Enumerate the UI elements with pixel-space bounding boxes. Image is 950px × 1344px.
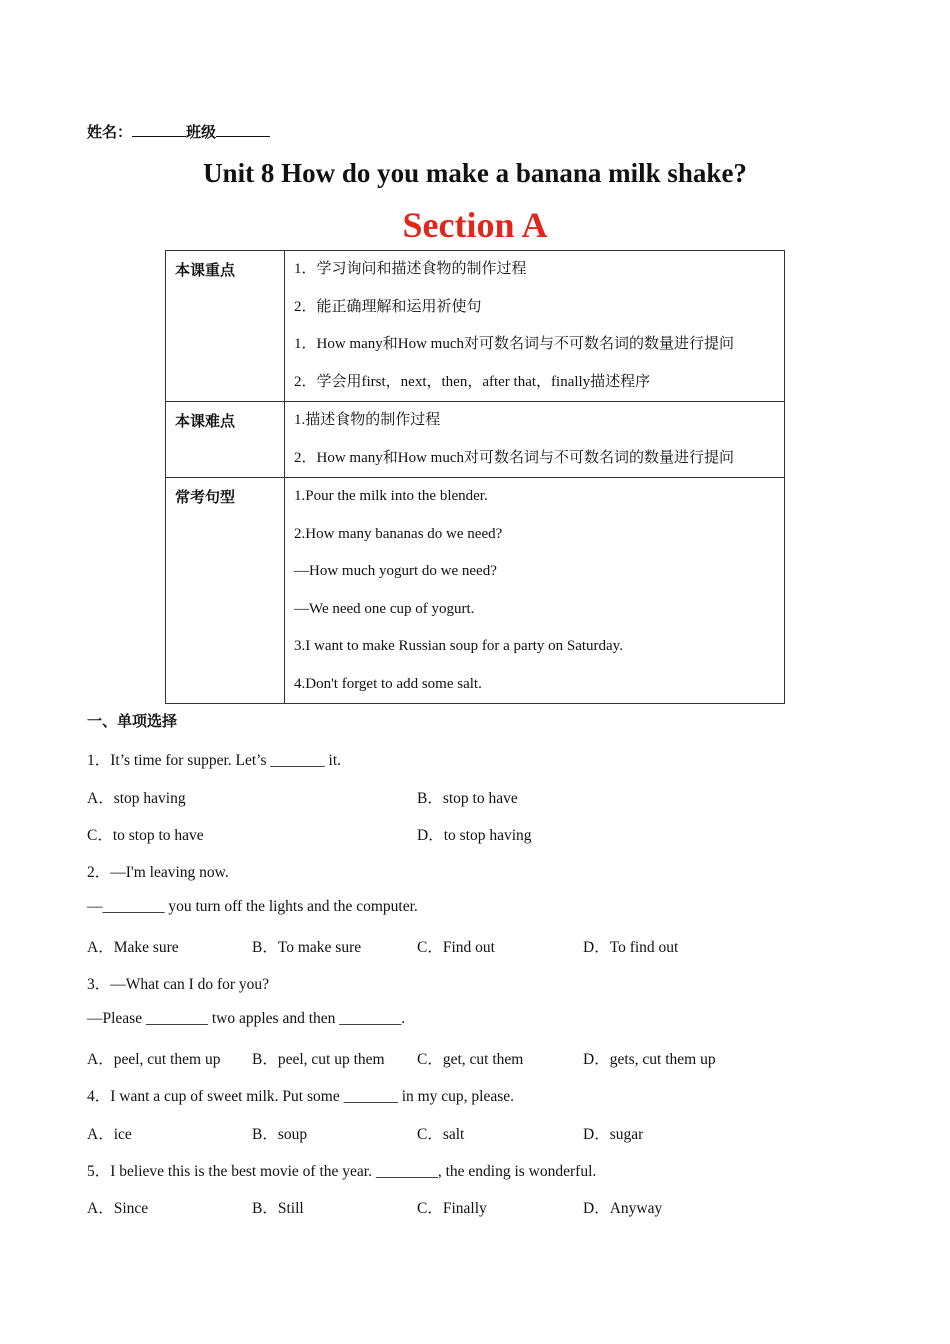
option-a[interactable]: A．peel, cut them up: [87, 1051, 221, 1068]
class-label: 班级: [186, 123, 217, 141]
table-row: [166, 402, 785, 478]
content-line: 2．How many和How much对可数名词与不可数名词的数量进行提问: [294, 449, 734, 466]
question-stem-line: —________ you turn off the lights and the computer.: [87, 898, 418, 915]
content-line: 3.I want to make Russian soup for a party on Saturday.: [294, 638, 623, 654]
student-info-line: [87, 121, 270, 142]
option-a[interactable]: A．Since: [87, 1200, 149, 1217]
option-b[interactable]: B．To make sure: [252, 939, 362, 956]
content-line: 4.Don't forget to add some salt.: [294, 675, 482, 692]
class-blank[interactable]: [216, 122, 270, 137]
option-d[interactable]: D．to stop having: [417, 827, 532, 844]
option-d[interactable]: D．Anyway: [583, 1200, 663, 1217]
content-line: 2.How many bananas do we need?: [294, 525, 503, 542]
option-c[interactable]: C．Find out: [417, 939, 495, 956]
row-label-sentence-patterns: 常考句型: [166, 478, 285, 704]
content-line: 1．学习询问和描述食物的制作过程: [294, 261, 527, 277]
content-line: —We need one cup of yogurt.: [294, 600, 475, 617]
question-stem: 5．I believe this is the best movie of the year. ________, the ending is wonderful.: [87, 1163, 597, 1180]
option-d[interactable]: D．sugar: [583, 1126, 644, 1143]
overview-table: [165, 250, 785, 704]
option-a[interactable]: A．ice: [87, 1126, 132, 1143]
question-stem: 4．I want a cup of sweet milk. Put some _______ in my cup, please.: [87, 1088, 515, 1105]
option-b[interactable]: B．Still: [252, 1200, 304, 1217]
content-line: 1.Pour the milk into the blender.: [294, 488, 488, 504]
option-c[interactable]: C．get, cut them: [417, 1051, 524, 1068]
option-b[interactable]: B．stop to have: [417, 790, 518, 807]
option-c[interactable]: C．salt: [417, 1126, 465, 1143]
option-d[interactable]: D．gets, cut them up: [583, 1051, 716, 1068]
option-b[interactable]: B．peel, cut up them: [252, 1051, 385, 1068]
name-blank[interactable]: [132, 122, 186, 137]
option-a[interactable]: A．Make sure: [87, 939, 179, 956]
option-c[interactable]: C．Finally: [417, 1200, 487, 1217]
table-row: [166, 251, 785, 402]
row-label-difficulties: 本课难点: [166, 402, 285, 478]
row-label-key-points: 本课重点: [166, 251, 285, 402]
option-d[interactable]: D．To find out: [583, 939, 679, 956]
option-a[interactable]: A．stop having: [87, 790, 186, 807]
content-line: 2．学会用first，next，then，after that，finally描述程序: [294, 373, 651, 390]
exercise-heading: 一、单项选择: [87, 712, 178, 730]
table-row: [166, 478, 785, 704]
page-title: Unit 8 How do you make a banana milk shake?: [203, 158, 747, 188]
question-stem: 1．It’s time for supper. Let’s _______ it.: [87, 752, 342, 769]
content-line: 1．How many和How much对可数名词与不可数名词的数量进行提问: [294, 336, 734, 352]
option-b[interactable]: B．soup: [252, 1126, 308, 1143]
row-content-sentence-patterns: [285, 478, 785, 704]
name-label: 姓名：: [87, 123, 133, 141]
row-content-key-points: [285, 251, 785, 402]
content-line: 2．能正确理解和运用祈使句: [294, 298, 482, 315]
row-content-difficulties: [285, 402, 785, 478]
content-line: 1.描述食物的制作过程: [294, 412, 441, 428]
section-title: Section A: [402, 205, 548, 245]
question-stem: 2．—I'm leaving now.: [87, 864, 229, 881]
option-c[interactable]: C．to stop to have: [87, 827, 204, 844]
content-line: —How much yogurt do we need?: [294, 563, 497, 579]
question-stem-line: —Please ________ two apples and then ________.: [87, 1010, 406, 1027]
question-stem: 3．—What can I do for you?: [87, 976, 270, 993]
